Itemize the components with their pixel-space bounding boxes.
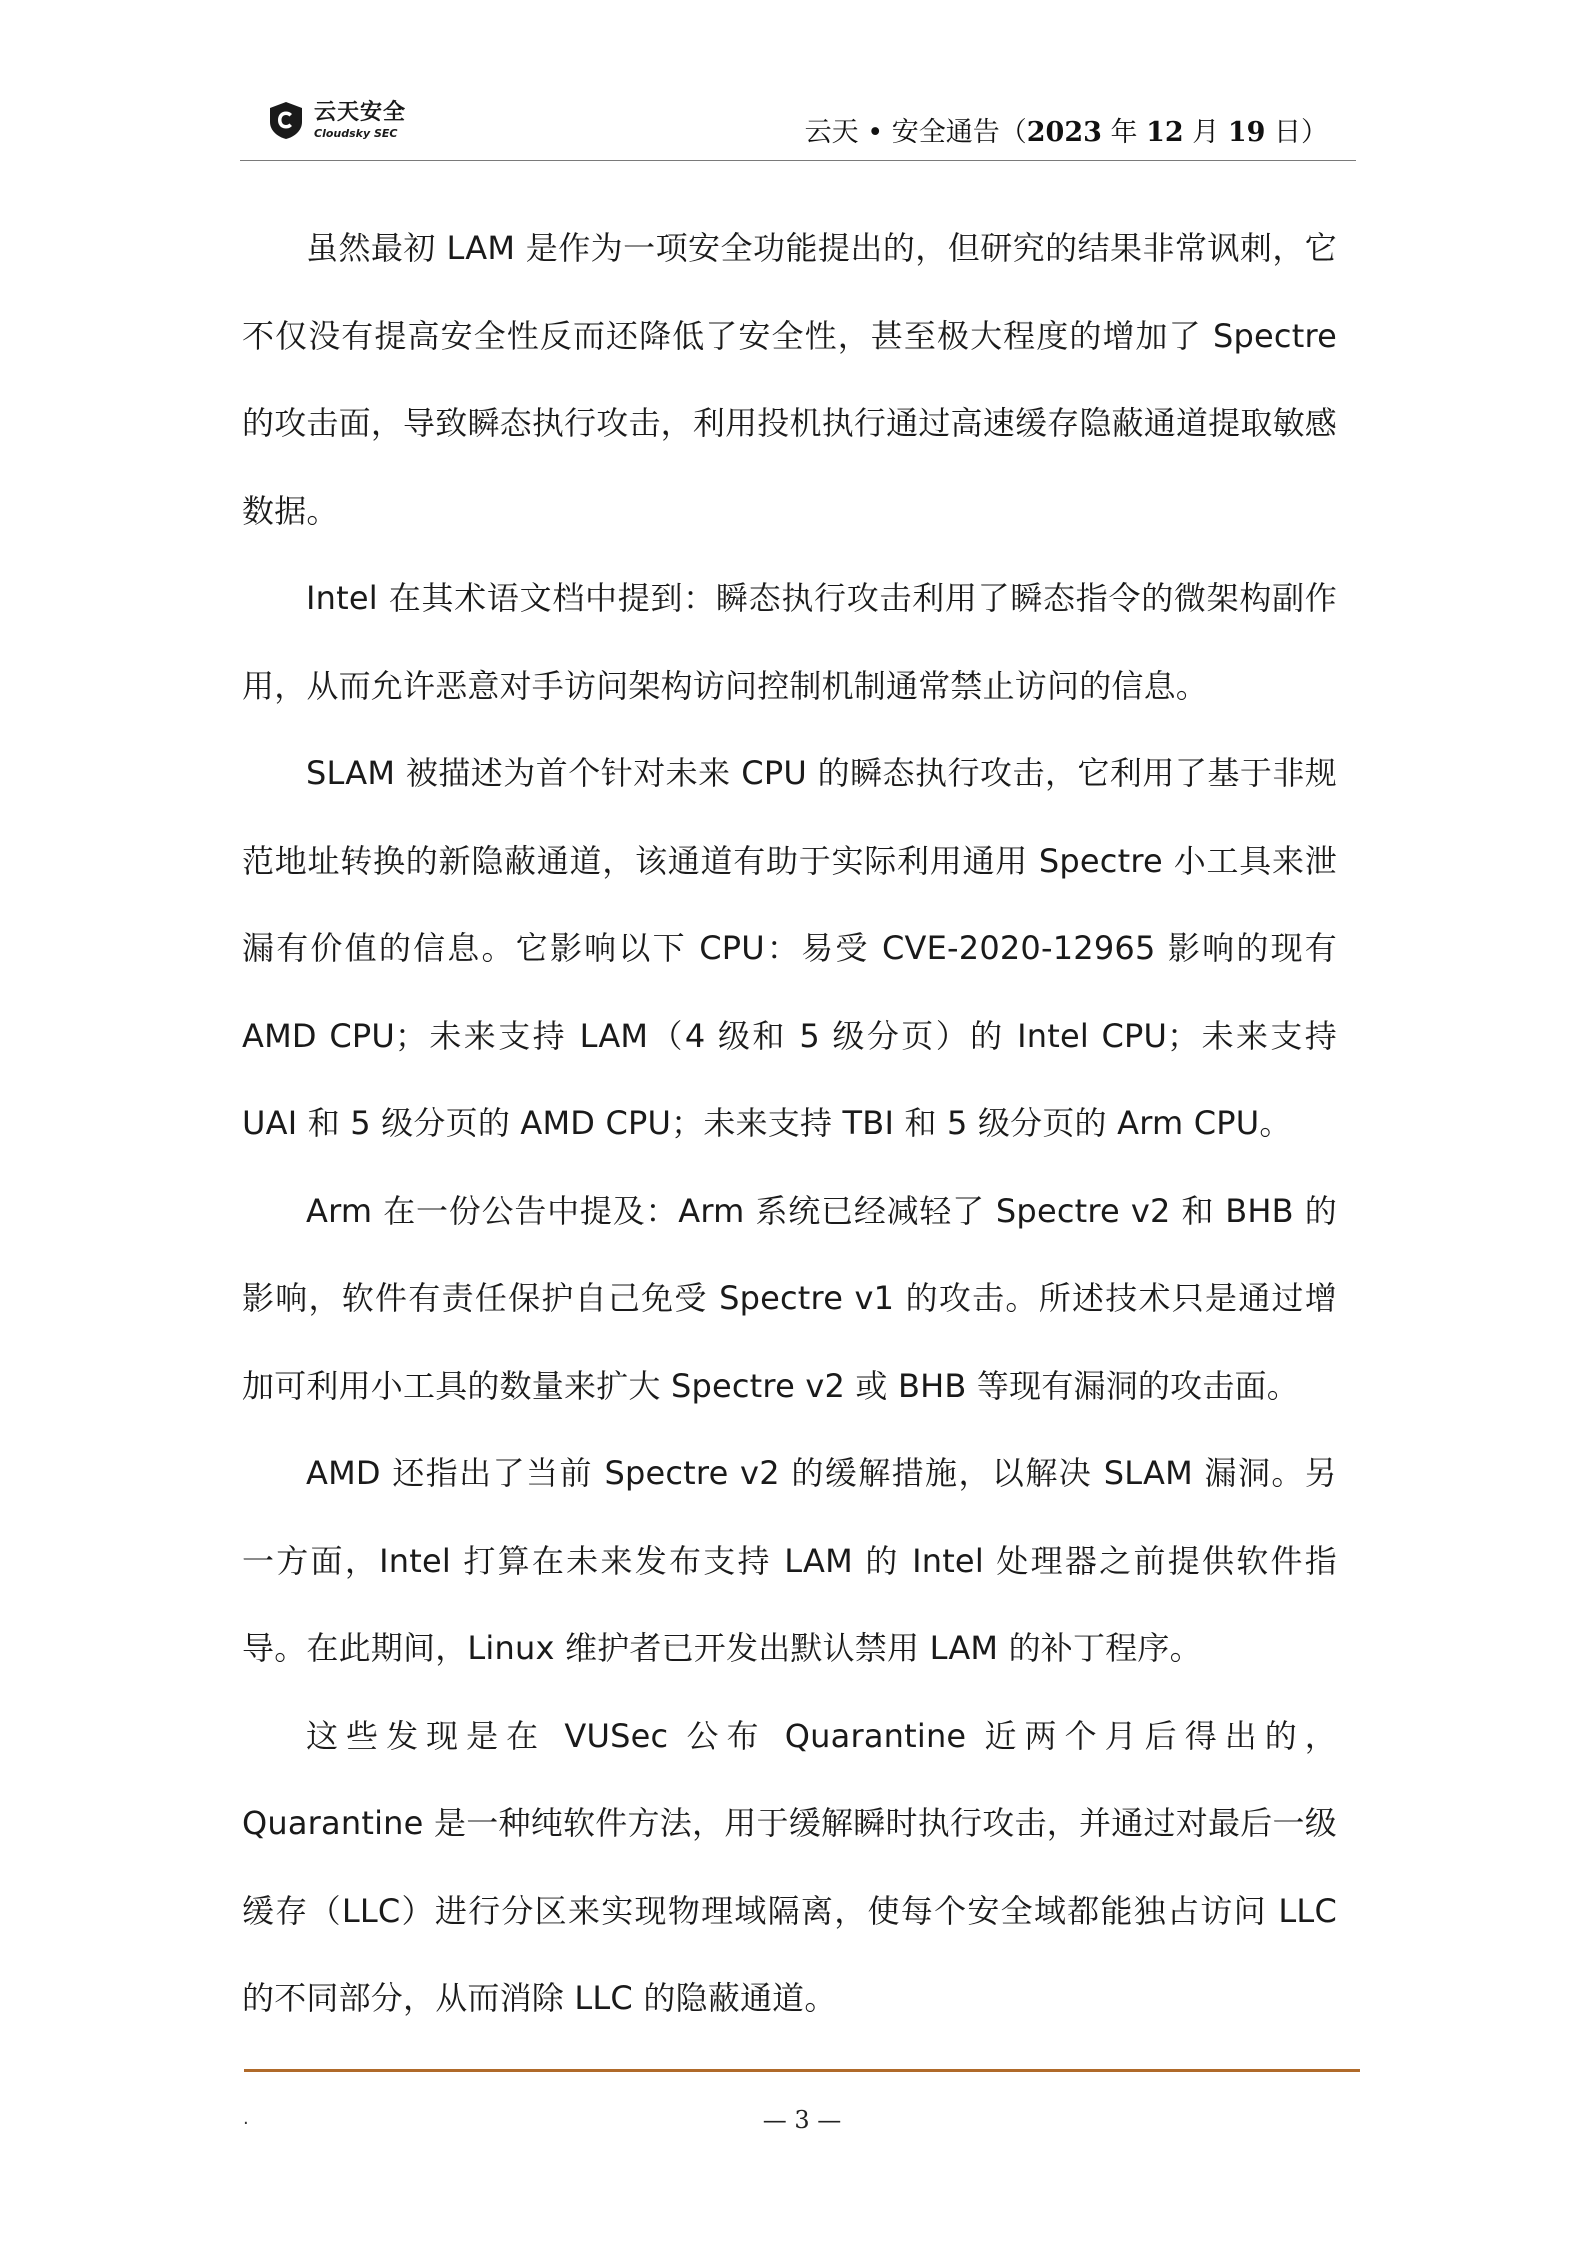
paragraph-lam-security: 虽然最初 LAM 是作为一项安全功能提出的，但研究的结果非常讽刺，它不仅没有提高安全性反而还降低了安全性，甚至极大程度的增加了 Spectre 的攻击面，导致瞬态执行攻击，利用投机执行通过高速缓存隐蔽通道提取敏感数据。 <box>242 229 1337 530</box>
header-divider <box>240 160 1356 161</box>
page-number: — 3 — <box>762 2106 842 2134</box>
logo-chinese-name: 云天安全 <box>314 99 407 125</box>
bulletin-year: 2023 <box>1026 117 1102 148</box>
paragraph-slam-description: SLAM 被描述为首个针对未来 CPU 的瞬态执行攻击，它利用了基于非规范地址转换的新隐蔽通道，该通道有助于实际利用通用 Spectre 小工具来泄漏有价值的信息。它影响以下 CPU：易受 CVE-2020-12965 影响的现有 AMD CPU；未来支持 LAM（4 级和 5 级分页）的 Intel CPU；未来支持 UAI 和 5 级分页的 AMD CPU；未来支持 TBI 和 5 级分页的 Arm CPU。 <box>242 754 1337 1142</box>
cloudsky-logo-icon <box>266 100 306 140</box>
logo-english-name: Cloudsky SEC <box>314 126 398 140</box>
bulletin-title <box>805 110 1328 149</box>
footer-dot: . <box>243 2108 249 2129</box>
cloudsky-logo <box>266 100 406 140</box>
paragraph-amd-intel-mitigation: AMD 还指出了当前 Spectre v2 的缓解措施，以解决 SLAM 漏洞。另一方面，Intel 打算在未来发布支持 LAM 的 Intel 处理器之前提供软件指导。在此期间，Linux 维护者已开发出默认禁用 LAM 的补丁程序。 <box>242 1454 1337 1667</box>
bulletin-title-suffix: 日） <box>1265 117 1328 148</box>
paragraph-quarantine: 这些发现是在 VUSec 公布 Quarantine 近两个月后得出的，Quarantine 是一种纯软件方法，用于缓解瞬时执行攻击，并通过对最后一级缓存（LLC）进行分区来实现物理域隔离，使每个安全域都能独占访问 LLC 的不同部分，从而消除 LLC 的隐蔽通道。 <box>242 1716 1337 2017</box>
bulletin-year-unit: 年 <box>1101 117 1147 148</box>
footer-divider <box>244 2069 1360 2072</box>
paragraph-intel-definition: Intel 在其术语文档中提到：瞬态执行攻击利用了瞬态指令的微架构副作用，从而允许恶意对手访问架构访问控制机制通常禁止访问的信息。 <box>242 579 1337 705</box>
bulletin-month-unit: 月 <box>1183 117 1228 148</box>
bulletin-month: 12 <box>1146 117 1184 148</box>
bulletin-title-prefix: 云天 • 安全通告（ <box>804 117 1027 148</box>
body-content <box>242 205 1337 2043</box>
paragraph-arm-bulletin: Arm 在一份公告中提及：Arm 系统已经减轻了 Spectre v2 和 BHB 的影响，软件有责任保护自己免受 Spectre v1 的攻击。所述技术只是通过增加可利用小工具的数量来扩大 Spectre v2 或 BHB 等现有漏洞的攻击面。 <box>242 1191 1337 1405</box>
page-header <box>240 92 1356 164</box>
bulletin-day: 19 <box>1227 117 1266 148</box>
